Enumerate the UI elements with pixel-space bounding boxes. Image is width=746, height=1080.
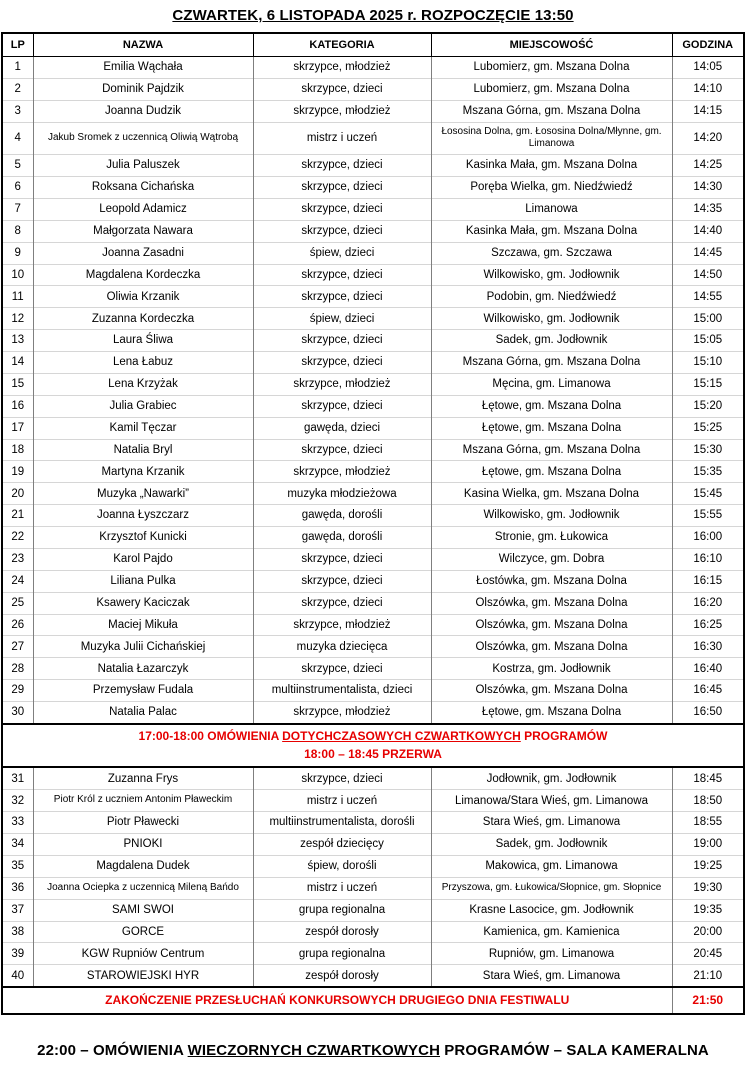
table-row [2,122,744,155]
miejscowosc-cell: Olszówka, gm. Mszana Dolna [431,614,672,636]
miejscowosc-cell: Lubomierz, gm. Mszana Dolna [431,78,672,100]
kategoria-cell: skrzypce, dzieci [253,198,431,220]
godzina-cell: 19:30 [672,877,744,899]
kategoria-cell: skrzypce, dzieci [253,658,431,680]
kategoria-cell: skrzypce, dzieci [253,330,431,352]
header-row [2,33,744,57]
table-header [2,33,744,57]
nazwa-cell: Kamil Tęczar [33,417,253,439]
kategoria-cell: mistrz i uczeń [253,790,431,812]
table-row [2,592,744,614]
kategoria-cell: śpiew, dzieci [253,242,431,264]
lp-cell: 11 [2,286,33,308]
kategoria-cell: skrzypce, dzieci [253,352,431,374]
table-row [2,417,744,439]
rows-part2 [2,767,744,987]
godzina-cell: 14:05 [672,57,744,79]
godzina-cell: 19:35 [672,899,744,921]
table-row [2,155,744,177]
table-row [2,812,744,834]
table-row [2,855,744,877]
lp-cell: 13 [2,330,33,352]
miejscowosc-cell: Kostrza, gm. Jodłownik [431,658,672,680]
miejscowosc-cell: Wilkowisko, gm. Jodłownik [431,308,672,330]
miejscowosc-cell: Limanowa/Stara Wieś, gm. Limanowa [431,790,672,812]
kategoria-cell: gawęda, dorośli [253,505,431,527]
kategoria-cell: multiinstrumentalista, dorośli [253,812,431,834]
lp-cell: 32 [2,790,33,812]
miejscowosc-cell: Stara Wieś, gm. Limanowa [431,812,672,834]
table-row [2,373,744,395]
table-row [2,57,744,79]
nazwa-cell: Natalia Bryl [33,439,253,461]
break-banner-line2: 18:00 – 18:45 PRZERWA [304,746,442,761]
header-cell-nazwa: NAZWA [33,33,253,57]
godzina-cell: 15:55 [672,505,744,527]
table-row [2,220,744,242]
lp-cell: 23 [2,548,33,570]
table-row [2,658,744,680]
miejscowosc-cell: Jodłownik, gm. Jodłownik [431,767,672,789]
lp-cell: 25 [2,592,33,614]
godzina-cell: 16:45 [672,680,744,702]
lp-cell: 40 [2,965,33,987]
lp-cell: 6 [2,177,33,199]
godzina-cell: 18:55 [672,812,744,834]
lp-cell: 20 [2,483,33,505]
godzina-cell: 14:55 [672,286,744,308]
kategoria-cell: skrzypce, dzieci [253,286,431,308]
godzina-cell: 14:50 [672,264,744,286]
nazwa-cell: Ksawery Kaciczak [33,592,253,614]
miejscowosc-cell: Mszana Górna, gm. Mszana Dolna [431,439,672,461]
kategoria-cell: skrzypce, młodzież [253,461,431,483]
miejscowosc-cell: Poręba Wielka, gm. Niedźwiedź [431,177,672,199]
kategoria-cell: skrzypce, dzieci [253,570,431,592]
lp-cell: 7 [2,198,33,220]
kategoria-cell: muzyka młodzieżowa [253,483,431,505]
lp-cell: 14 [2,352,33,374]
table-row [2,767,744,789]
lp-cell: 21 [2,505,33,527]
break-banner-line1-prefix: 17:00-18:00 OMÓWIENIA [138,728,283,743]
kategoria-cell: mistrz i uczeń [253,122,431,155]
miejscowosc-cell: Podobin, gm. Niedźwiedź [431,286,672,308]
miejscowosc-cell: Olszówka, gm. Mszana Dolna [431,592,672,614]
miejscowosc-cell: Sadek, gm. Jodłownik [431,330,672,352]
lp-cell: 39 [2,943,33,965]
miejscowosc-cell: Kasinka Mała, gm. Mszana Dolna [431,220,672,242]
nazwa-cell: Piotr Król z uczniem Antonim Pławeckim [33,790,253,812]
kategoria-cell: skrzypce, dzieci [253,177,431,199]
miejscowosc-cell: Przyszowa, gm. Łukowica/Słopnice, gm. Słopnice [431,877,672,899]
miejscowosc-cell: Łętowe, gm. Mszana Dolna [431,395,672,417]
break-banner-cell [2,724,744,768]
header-cell-miejscowosc: MIEJSCOWOŚĆ [431,33,672,57]
lp-cell: 2 [2,78,33,100]
nazwa-cell: Oliwia Krzanik [33,286,253,308]
nazwa-cell: Joanna Dudzik [33,100,253,122]
miejscowosc-cell: Mszana Górna, gm. Mszana Dolna [431,100,672,122]
godzina-cell: 16:10 [672,548,744,570]
table-row [2,177,744,199]
godzina-cell: 14:40 [672,220,744,242]
lp-cell: 4 [2,122,33,155]
kategoria-cell: skrzypce, młodzież [253,57,431,79]
table-row [2,921,744,943]
rows-part1 [2,57,744,724]
header-cell-kategoria: KATEGORIA [253,33,431,57]
lp-cell: 18 [2,439,33,461]
miejscowosc-cell: Stronie, gm. Łukowica [431,527,672,549]
table-row [2,899,744,921]
godzina-cell: 21:10 [672,965,744,987]
miejscowosc-cell: Sadek, gm. Jodłownik [431,834,672,856]
kategoria-cell: skrzypce, dzieci [253,767,431,789]
miejscowosc-cell: Łętowe, gm. Mszana Dolna [431,461,672,483]
lp-cell: 1 [2,57,33,79]
lp-cell: 29 [2,680,33,702]
kategoria-cell: zespół dziecięcy [253,834,431,856]
miejscowosc-cell: Szczawa, gm. Szczawa [431,242,672,264]
lp-cell: 24 [2,570,33,592]
godzina-cell: 19:00 [672,834,744,856]
page-title [0,7,746,24]
table-row [2,943,744,965]
lp-cell: 36 [2,877,33,899]
godzina-cell: 14:15 [672,100,744,122]
godzina-cell: 16:00 [672,527,744,549]
godzina-cell: 16:20 [672,592,744,614]
schedule-table [1,32,745,1015]
nazwa-cell: Joanna Zasadni [33,242,253,264]
lp-cell: 3 [2,100,33,122]
miejscowosc-cell: Kamienica, gm. Kamienica [431,921,672,943]
nazwa-cell: Roksana Cichańska [33,177,253,199]
nazwa-cell: Leopold Adamicz [33,198,253,220]
table-row [2,352,744,374]
miejscowosc-cell: Makowica, gm. Limanowa [431,855,672,877]
lp-cell: 9 [2,242,33,264]
miejscowosc-cell: Stara Wieś, gm. Limanowa [431,965,672,987]
godzina-cell: 16:25 [672,614,744,636]
page-title-text: CZWARTEK, 6 LISTOPADA 2025 r. ROZPOCZĘCIE 13:50 [172,7,574,24]
table-row [2,395,744,417]
table-row [2,100,744,122]
kategoria-cell: skrzypce, młodzież [253,373,431,395]
kategoria-cell: skrzypce, dzieci [253,264,431,286]
table-row [2,198,744,220]
miejscowosc-cell: Limanowa [431,198,672,220]
godzina-cell: 19:25 [672,855,744,877]
miejscowosc-cell: Rupniów, gm. Limanowa [431,943,672,965]
kategoria-cell: skrzypce, młodzież [253,614,431,636]
miejscowosc-cell: Męcina, gm. Limanowa [431,373,672,395]
lp-cell: 26 [2,614,33,636]
lp-cell: 31 [2,767,33,789]
closing-section [2,987,744,1014]
header-cell-godzina: GODZINA [672,33,744,57]
table-row [2,790,744,812]
table-row [2,308,744,330]
table-row [2,286,744,308]
nazwa-cell: Laura Śliwa [33,330,253,352]
table-row [2,330,744,352]
closing-label: ZAKOŃCZENIE PRZESŁUCHAŃ KONKURSOWYCH DRUGIEGO DNIA FESTIWALU [2,987,672,1014]
nazwa-cell: STAROWIEJSKI HYR [33,965,253,987]
break-banner-line1-underlined: DOTYCHCZASOWYCH CZWARTKOWYCH [282,728,521,743]
godzina-cell: 15:05 [672,330,744,352]
table-row [2,570,744,592]
lp-cell: 30 [2,702,33,724]
nazwa-cell: Jakub Sromek z uczennicą Oliwią Wątrobą [33,122,253,155]
footer-underlined: WIECZORNYCH CZWARTKOWYCH [187,1042,441,1060]
kategoria-cell: skrzypce, młodzież [253,100,431,122]
table-row [2,636,744,658]
kategoria-cell: skrzypce, dzieci [253,220,431,242]
break-banner-line1-suffix: PROGRAMÓW [520,728,608,743]
nazwa-cell: Zuzanna Frys [33,767,253,789]
godzina-cell: 16:50 [672,702,744,724]
godzina-cell: 16:15 [672,570,744,592]
lp-cell: 35 [2,855,33,877]
kategoria-cell: skrzypce, dzieci [253,395,431,417]
kategoria-cell: gawęda, dzieci [253,417,431,439]
lp-cell: 10 [2,264,33,286]
table-row [2,242,744,264]
lp-cell: 19 [2,461,33,483]
kategoria-cell: muzyka dziecięca [253,636,431,658]
nazwa-cell: Muzyka „Nawarki” [33,483,253,505]
table-row [2,439,744,461]
godzina-cell: 16:30 [672,636,744,658]
nazwa-cell: Liliana Pulka [33,570,253,592]
godzina-cell: 20:00 [672,921,744,943]
nazwa-cell: KGW Rupniów Centrum [33,943,253,965]
lp-cell: 22 [2,527,33,549]
nazwa-cell: Joanna Łyszczarz [33,505,253,527]
lp-cell: 12 [2,308,33,330]
table-row [2,548,744,570]
lp-cell: 17 [2,417,33,439]
closing-time: 21:50 [672,987,744,1014]
miejscowosc-cell: Wilkowisko, gm. Jodłownik [431,505,672,527]
table-row [2,461,744,483]
godzina-cell: 14:20 [672,122,744,155]
kategoria-cell: gawęda, dorośli [253,527,431,549]
kategoria-cell: skrzypce, dzieci [253,78,431,100]
nazwa-cell: Julia Paluszek [33,155,253,177]
footer-prefix: 22:00 – OMÓWIENIA [37,1042,188,1060]
miejscowosc-cell: Olszówka, gm. Mszana Dolna [431,636,672,658]
miejscowosc-cell: Kasina Wielka, gm. Mszana Dolna [431,483,672,505]
nazwa-cell: Natalia Palac [33,702,253,724]
kategoria-cell: skrzypce, dzieci [253,592,431,614]
table-row [2,834,744,856]
godzina-cell: 16:40 [672,658,744,680]
lp-cell: 5 [2,155,33,177]
godzina-cell: 15:25 [672,417,744,439]
lp-cell: 27 [2,636,33,658]
kategoria-cell: skrzypce, dzieci [253,548,431,570]
nazwa-cell: Lena Krzyżak [33,373,253,395]
nazwa-cell: Natalia Łazarczyk [33,658,253,680]
break-banner-row [2,724,744,768]
godzina-cell: 15:45 [672,483,744,505]
godzina-cell: 15:30 [672,439,744,461]
miejscowosc-cell: Łostówka, gm. Mszana Dolna [431,570,672,592]
godzina-cell: 15:15 [672,373,744,395]
footer-note [0,1042,746,1059]
godzina-cell: 18:50 [672,790,744,812]
kategoria-cell: mistrz i uczeń [253,877,431,899]
godzina-cell: 14:30 [672,177,744,199]
kategoria-cell: zespół dorosły [253,921,431,943]
kategoria-cell: zespół dorosły [253,965,431,987]
lp-cell: 15 [2,373,33,395]
kategoria-cell: multiinstrumentalista, dzieci [253,680,431,702]
nazwa-cell: Maciej Mikuła [33,614,253,636]
lp-cell: 38 [2,921,33,943]
miejscowosc-cell: Łętowe, gm. Mszana Dolna [431,702,672,724]
header-cell-lp: LP [2,33,33,57]
nazwa-cell: Zuzanna Kordeczka [33,308,253,330]
break-banner-line1 [5,728,741,746]
table-row [2,505,744,527]
table-row [2,614,744,636]
miejscowosc-cell: Lubomierz, gm. Mszana Dolna [431,57,672,79]
miejscowosc-cell: Krasne Lasocice, gm. Jodłownik [431,899,672,921]
nazwa-cell: Martyna Krzanik [33,461,253,483]
lp-cell: 16 [2,395,33,417]
miejscowosc-cell: Wilczyce, gm. Dobra [431,548,672,570]
miejscowosc-cell: Olszówka, gm. Mszana Dolna [431,680,672,702]
table-row [2,702,744,724]
miejscowosc-cell: Łososina Dolna, gm. Łososina Dolna/Młynne, gm. Limanowa [431,122,672,155]
table-row [2,483,744,505]
kategoria-cell: grupa regionalna [253,899,431,921]
nazwa-cell: Emilia Wąchała [33,57,253,79]
nazwa-cell: Karol Pajdo [33,548,253,570]
lp-cell: 34 [2,834,33,856]
nazwa-cell: Magdalena Dudek [33,855,253,877]
table-row [2,264,744,286]
nazwa-cell: Dominik Pajdzik [33,78,253,100]
nazwa-cell: Muzyka Julii Cichańskiej [33,636,253,658]
table-row [2,527,744,549]
nazwa-cell: Krzysztof Kunicki [33,527,253,549]
table-row [2,78,744,100]
lp-cell: 37 [2,899,33,921]
nazwa-cell: Małgorzata Nawara [33,220,253,242]
kategoria-cell: grupa regionalna [253,943,431,965]
godzina-cell: 15:10 [672,352,744,374]
godzina-cell: 14:35 [672,198,744,220]
nazwa-cell: SAMI SWOI [33,899,253,921]
kategoria-cell: skrzypce, dzieci [253,439,431,461]
kategoria-cell: śpiew, dorośli [253,855,431,877]
kategoria-cell: śpiew, dzieci [253,308,431,330]
nazwa-cell: Joanna Ociepka z uczennicą Mileną Bańdo [33,877,253,899]
nazwa-cell: Magdalena Kordeczka [33,264,253,286]
miejscowosc-cell: Mszana Górna, gm. Mszana Dolna [431,352,672,374]
table-row [2,965,744,987]
lp-cell: 33 [2,812,33,834]
nazwa-cell: Julia Grabiec [33,395,253,417]
godzina-cell: 15:20 [672,395,744,417]
godzina-cell: 18:45 [672,767,744,789]
godzina-cell: 14:45 [672,242,744,264]
miejscowosc-cell: Wilkowisko, gm. Jodłownik [431,264,672,286]
lp-cell: 28 [2,658,33,680]
lp-cell: 8 [2,220,33,242]
godzina-cell: 20:45 [672,943,744,965]
table-row [2,680,744,702]
kategoria-cell: skrzypce, młodzież [253,702,431,724]
miejscowosc-cell: Kasinka Mała, gm. Mszana Dolna [431,155,672,177]
miejscowosc-cell: Łętowe, gm. Mszana Dolna [431,417,672,439]
godzina-cell: 15:35 [672,461,744,483]
break-banner-section [2,724,744,768]
kategoria-cell: skrzypce, dzieci [253,155,431,177]
nazwa-cell: Przemysław Fudala [33,680,253,702]
godzina-cell: 14:25 [672,155,744,177]
nazwa-cell: GORCE [33,921,253,943]
nazwa-cell: PNIOKI [33,834,253,856]
godzina-cell: 14:10 [672,78,744,100]
table-row [2,877,744,899]
nazwa-cell: Lena Łabuz [33,352,253,374]
nazwa-cell: Piotr Pławecki [33,812,253,834]
closing-row [2,987,744,1014]
godzina-cell: 15:00 [672,308,744,330]
footer-suffix: PROGRAMÓW – SALA KAMERALNA [440,1042,709,1060]
